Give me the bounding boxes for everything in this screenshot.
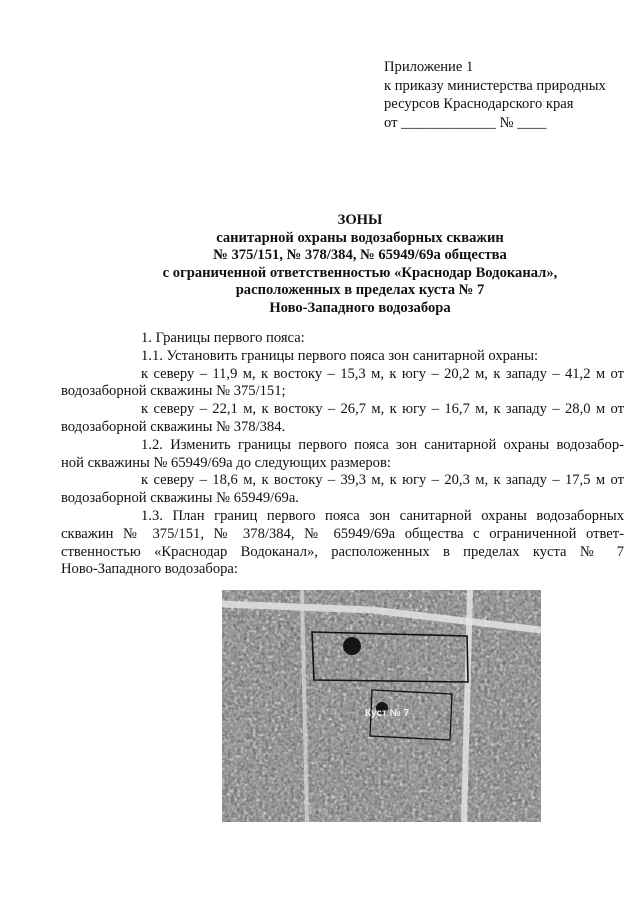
paragraph-well-65949-cont: водозаборной скважины № 65949/69а. bbox=[61, 490, 299, 507]
document-body bbox=[61, 330, 624, 579]
appendix-header bbox=[384, 58, 624, 132]
title-line: № 375/151, № 378/384, № 65949/69а общества bbox=[213, 247, 507, 264]
paragraph-1-3-cont: ственностью «Краснодар Водоканал», расположенных в пределах куста № 7 bbox=[61, 543, 624, 560]
title-line: с ограниченной ответственностью «Краснодар Водоканал», bbox=[162, 264, 558, 281]
paragraph-well-65949: к северу – 18,6 м, к востоку – 39,3 м, к югу – 20,3 м, к западу – 17,5 м от bbox=[141, 472, 624, 489]
well-marker bbox=[343, 637, 361, 655]
title-line: расположенных в пределах куста № 7 bbox=[235, 282, 485, 299]
title-line: Ново-Западного водозабора bbox=[269, 299, 451, 316]
appendix-line: к приказу министерства природных bbox=[384, 77, 606, 94]
title-line: санитарной охраны водозаборных скважин bbox=[216, 229, 504, 246]
paragraph-1-2: 1.2. Изменить границы первого пояса зон санитарной охраны водозабор- bbox=[141, 436, 624, 453]
paragraph-1-3: 1.3. План границ первого пояса зон санитарной охраны водозаборных bbox=[141, 507, 624, 524]
appendix-line: Приложение 1 bbox=[384, 59, 474, 75]
document-title bbox=[60, 212, 640, 318]
paragraph-well-375: к северу – 11,9 м, к востоку – 15,3 м, к югу – 20,2 м, к западу – 41,2 м от bbox=[141, 365, 624, 382]
paragraph-first-belt: 1. Границы первого пояса: bbox=[141, 330, 305, 346]
aerial-map-drawing bbox=[222, 590, 541, 822]
appendix-line: ресурсов Краснодарского края bbox=[384, 96, 574, 112]
appendix-line: от _____________ № ____ bbox=[384, 114, 547, 131]
paragraph-1-1: 1.1. Установить границы первого пояса зон санитарной охраны: bbox=[141, 347, 539, 364]
paragraph-well-375-cont: водозаборной скважины № 375/151; bbox=[61, 383, 286, 400]
paragraph-1-3-end: Ново-Западного водозабора: bbox=[61, 561, 238, 578]
title-line: ЗОНЫ bbox=[337, 212, 383, 228]
paragraph-1-2-cont: ной скважины № 65949/69а до следующих размеров: bbox=[61, 454, 391, 471]
aerial-map-image bbox=[222, 590, 541, 822]
paragraph-1-3-cont: скважин № 375/151, № 378/384, № 65949/69а общества с ограниченной ответ- bbox=[61, 525, 624, 542]
map-label: Куст № 7 bbox=[365, 708, 410, 719]
paragraph-well-378: к северу – 22,1 м, к востоку – 26,7 м, к югу – 16,7 м, к западу – 28,0 м от bbox=[141, 401, 624, 418]
paragraph-well-378-cont: водозаборной скважины № 378/384. bbox=[61, 418, 286, 435]
